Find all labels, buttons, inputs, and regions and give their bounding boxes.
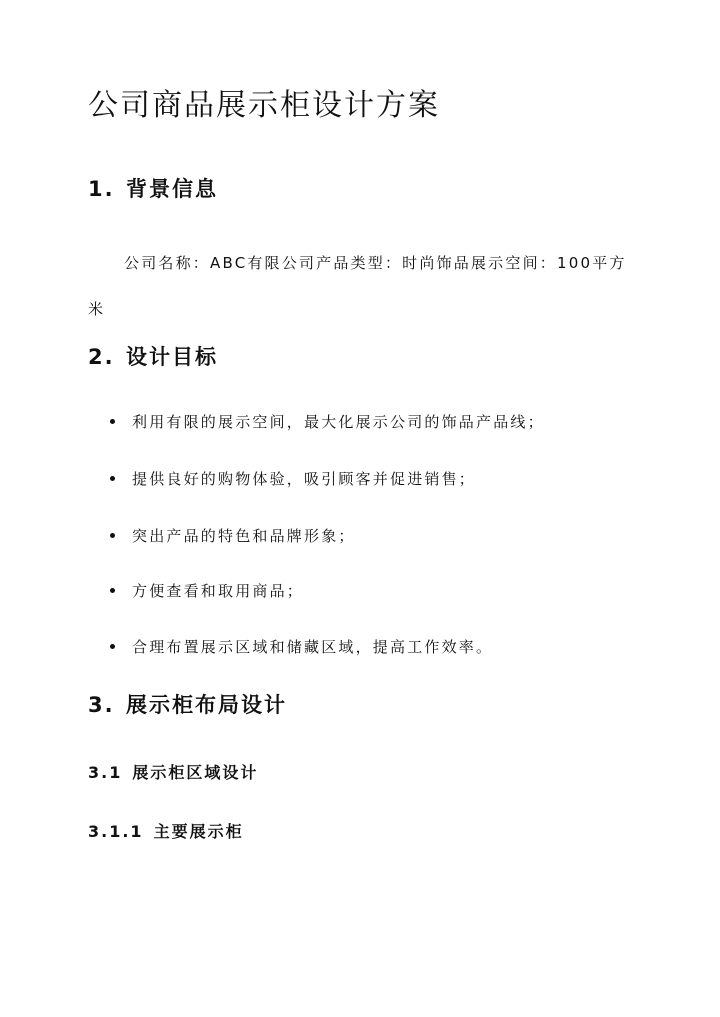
section-number: 3. [88,693,115,717]
section-title: 背景信息 [126,177,218,201]
section-heading-design-goals [88,342,218,372]
list-item-text: 利用有限的展示空间，最大化展示公司的饰品产品线； [132,413,545,431]
bullet-icon [110,644,115,649]
bullet-icon [110,588,115,593]
section-title: 展示柜布局设计 [126,693,287,717]
list-item [88,467,476,491]
subsection-title: 展示柜区域设计 [132,763,259,782]
bullet-icon [110,533,115,538]
list-item-text: 提供良好的购物体验，吸引顾客并促进销售； [132,470,477,488]
list-item [88,410,545,434]
section-number: 1. [88,177,115,201]
section-heading-layout-design [88,690,287,720]
subsection-title: 主要展示柜 [153,822,244,841]
subsection-heading-area-design [88,761,258,785]
section-number: 2. [88,345,115,369]
subsection-number: 3.1 [88,763,123,782]
bullet-icon [110,419,115,424]
document-title: 公司商品展示柜设计方案 [88,88,440,123]
list-item-text: 突出产品的特色和品牌形象； [132,527,356,545]
list-item [88,579,304,603]
list-item-text: 方便查看和取用商品； [132,582,305,600]
bullet-icon [110,476,115,481]
list-item [88,635,493,659]
subsection-number: 3.1.1 [88,822,144,841]
subsection-heading-main-cabinet [88,820,244,844]
list-item [88,524,356,548]
background-paragraph: 公司名称：ABC有限公司产品类型：时尚饰品展示空间：100平方米 [88,254,627,318]
section-heading-background [88,174,218,204]
section-title: 设计目标 [126,345,218,369]
list-item-text: 合理布置展示区域和储藏区域，提高工作效率。 [132,638,494,656]
